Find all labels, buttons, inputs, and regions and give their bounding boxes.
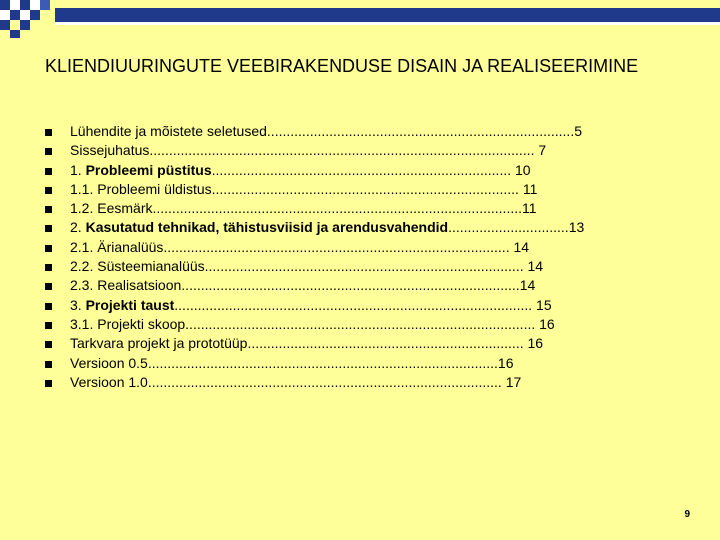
square-bullet-icon: [45, 148, 52, 155]
page-number: 9: [684, 509, 690, 520]
toc-item: 2. Kasutatud tehnikad, tähistusviisid ja arendusvahendid...............................13: [45, 218, 675, 237]
square-bullet-icon: [45, 380, 52, 387]
toc-item: 3. Projekti taust............................................................................................ 15: [45, 296, 675, 315]
toc-item: Versioon 1.0........................................................................................... 17: [45, 373, 675, 392]
toc-item: Sissejuhatus................................................................................................... 7: [45, 141, 675, 160]
corner-checker-decoration: [0, 0, 720, 40]
square-bullet-icon: [45, 225, 52, 232]
toc-item: 1.1. Probleemi üldistus............................................................................... 11: [45, 180, 675, 199]
slide-title: KLIENDIUURINGUTE VEEBIRAKENDUSE DISAIN JA REALISEERIMINE: [45, 56, 639, 76]
square-bullet-icon: [45, 322, 52, 329]
toc-item: Tarkvara projekt ja prototüüp....................................................................... 16: [45, 334, 675, 353]
toc-item: 1.2. Eesmärk...............................................................................................11: [45, 199, 675, 218]
toc-item: 2.1. Ärianalüüs......................................................................................... 14: [45, 238, 675, 257]
toc-item: Versioon 0.5..........................................................................................16: [45, 354, 675, 373]
square-bullet-icon: [45, 129, 52, 136]
square-bullet-icon: [45, 341, 52, 348]
square-bullet-icon: [45, 264, 52, 271]
toc-item: 1. Probleemi püstitus............................................................................. 10: [45, 161, 675, 180]
toc-item: Lühendite ja mõistete seletused...............................................................................5: [45, 122, 675, 141]
toc-item: 2.2. Süsteemianalüüs.................................................................................. 14: [45, 257, 675, 276]
table-of-contents: [45, 122, 675, 392]
square-bullet-icon: [45, 187, 52, 194]
toc-item: 2.3. Realisatsioon.......................................................................................14: [45, 276, 675, 295]
square-bullet-icon: [45, 245, 52, 252]
square-bullet-icon: [45, 303, 52, 310]
square-bullet-icon: [45, 361, 52, 368]
square-bullet-icon: [45, 206, 52, 213]
toc-item: 3.1. Projekti skoop.......................................................................................... 16: [45, 315, 675, 334]
square-bullet-icon: [45, 283, 52, 290]
square-bullet-icon: [45, 168, 52, 175]
